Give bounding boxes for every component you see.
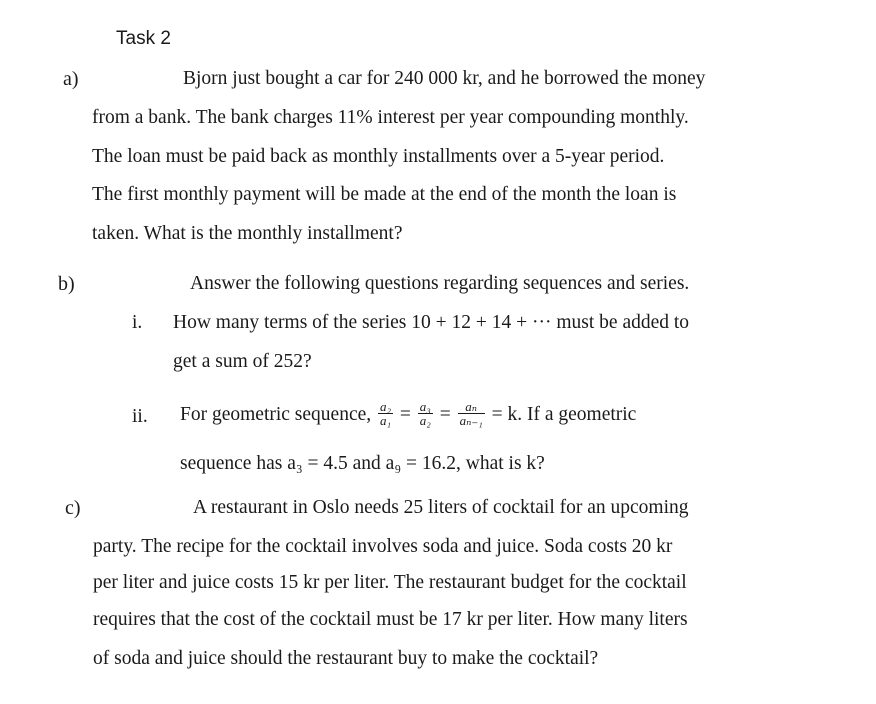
part-c-line-2: party. The recipe for the cocktail involves soda and juice. Soda costs 20 kr — [93, 536, 673, 557]
frac2-numerator: a₃ — [419, 399, 431, 415]
part-b-i-line-2: get a sum of 252? — [173, 351, 312, 372]
part-a-line-5: taken. What is the monthly installment? — [92, 223, 403, 244]
part-a-line-3: The loan must be paid back as monthly installments over a 5-year period. — [92, 146, 665, 167]
frac3-denominator: aₙ₋₁ — [459, 413, 483, 429]
frac2-denominator: a₂ — [419, 413, 431, 429]
part-b-i-label: i. — [132, 312, 143, 333]
part-b-ii-suffix: = k. If a geometric — [491, 404, 637, 425]
equals-sign-1: = — [399, 404, 411, 425]
fraction-a3-over-a2 — [418, 400, 433, 427]
part-c-line-3: per liter and juice costs 15 kr per liter. The restaurant budget for the cocktail — [93, 572, 687, 593]
equals-sign-2: = — [439, 404, 451, 425]
part-a-line-2: from a bank. The bank charges 11% interest per year compounding monthly. — [92, 107, 689, 128]
fraction-an-over-an-1 — [458, 400, 485, 427]
part-c-line-4: requires that the cost of the cocktail must be 17 kr per liter. How many liters — [93, 609, 688, 630]
part-c-line-5: of soda and juice should the restaurant buy to make the cocktail? — [93, 648, 599, 669]
frac1-denominator: a₁ — [380, 413, 392, 429]
frac3-numerator: aₙ — [465, 399, 478, 415]
frac1-numerator: a₂ — [380, 399, 392, 415]
part-b-ii-line-2: sequence has a₃ = 4.5 and a₉ = 16.2, what is k? — [180, 453, 545, 474]
part-b-ii-line-1 — [180, 398, 636, 432]
part-c-label: c) — [65, 497, 81, 519]
part-b-label: b) — [58, 273, 75, 295]
part-a-line-4: The first monthly payment will be made at the end of the month the loan is — [92, 184, 677, 205]
part-a-label: a) — [63, 68, 79, 90]
task-title: Task 2 — [116, 28, 171, 49]
part-a-line-1: Bjorn just bought a car for 240 000 kr, and he borrowed the money — [183, 68, 706, 89]
part-b-intro: Answer the following questions regarding sequences and series. — [190, 273, 690, 294]
part-b-ii-prefix: For geometric sequence, — [180, 404, 372, 425]
fraction-a2-over-a1 — [378, 400, 393, 427]
part-b-ii-label: ii. — [132, 406, 148, 427]
part-b-i-line-1: How many terms of the series 10 + 12 + 14 + ··· must be added to — [173, 312, 690, 333]
part-c-line-1: A restaurant in Oslo needs 25 liters of cocktail for an upcoming — [193, 497, 689, 518]
